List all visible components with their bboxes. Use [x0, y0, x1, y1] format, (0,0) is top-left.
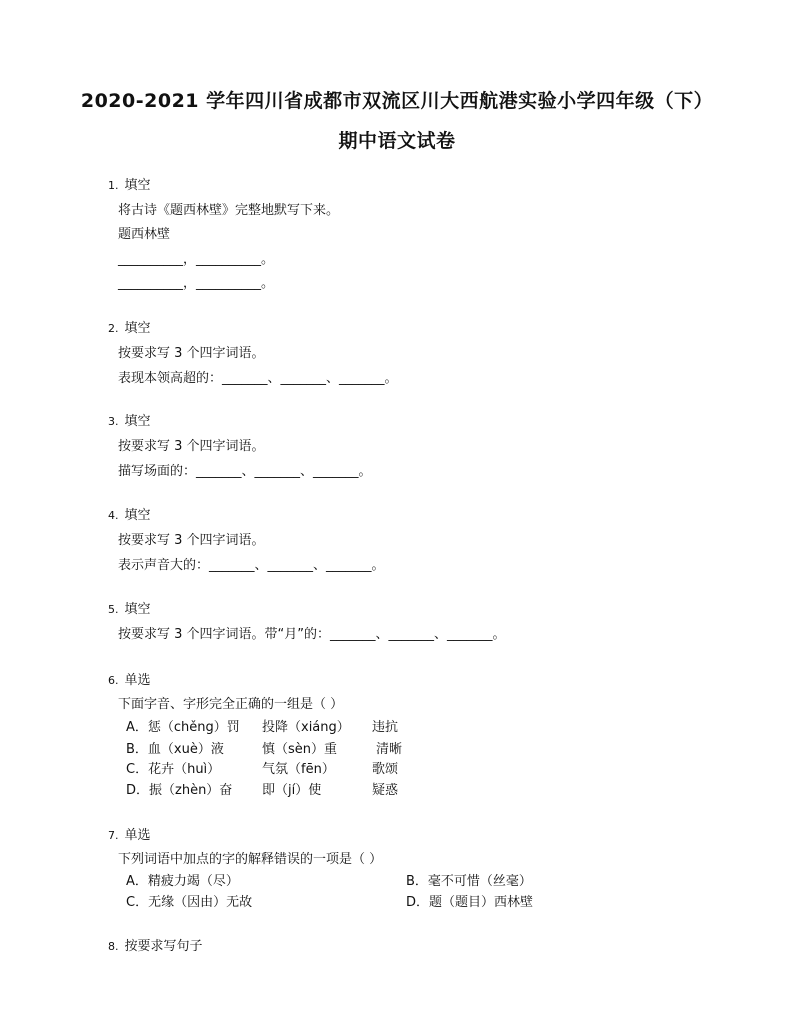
question-number: 8.: [108, 940, 119, 953]
option-b-word-2: 慎（sèn）重: [262, 742, 338, 757]
question-header: [108, 410, 151, 429]
question-header: [108, 935, 203, 954]
question-type: 按要求写句子: [124, 939, 203, 954]
option-c-word-1[interactable]: C．花卉（huì）: [126, 762, 221, 777]
page-title-line-2: 期中语文试卷: [338, 130, 456, 152]
question-text: 按要求写 3 个四字词语。: [118, 533, 265, 548]
option-a-word-3: 违抗: [372, 720, 399, 735]
option-d[interactable]: D．题（题目）西林壁: [406, 895, 534, 910]
question-text: 按要求写 3 个四字词语。: [118, 346, 265, 361]
answer-blank-line[interactable]: 描写场面的：_______、_______、_______。: [118, 464, 372, 479]
question-header: [108, 824, 151, 843]
question-type: 填空: [124, 178, 151, 193]
option-c-word-2: 气氛（fēn）: [262, 762, 335, 777]
question-text: 按要求写 3 个四字词语。: [118, 439, 265, 454]
option-b[interactable]: B．毫不可惜（丝毫）: [406, 874, 532, 889]
question-type: 填空: [124, 602, 151, 617]
option-d-word-1[interactable]: D．振（zhèn）奋: [126, 783, 233, 798]
option-a-word-2: 投降（xiáng）: [262, 720, 350, 735]
answer-blank-line[interactable]: __________，__________。: [118, 252, 275, 267]
question-header: [108, 669, 151, 688]
question-header: [108, 317, 151, 336]
question-text: 将古诗《题西林壁》完整地默写下来。: [118, 203, 340, 218]
option-c[interactable]: C．无缘（因由）无故: [126, 895, 253, 910]
option-d-word-3: 疑惑: [372, 783, 399, 798]
question-type: 单选: [124, 828, 151, 843]
question-header: [108, 174, 151, 193]
option-b-word-1[interactable]: B．血（xuè）液: [126, 742, 224, 757]
question-number: 1.: [108, 179, 119, 192]
answer-blank-line[interactable]: __________，__________。: [118, 276, 275, 291]
option-b-word-3: 清晰: [376, 742, 403, 757]
answer-blank-line[interactable]: 表现本领高超的：_______、_______、_______。: [118, 371, 398, 386]
option-d-word-2: 即（jí）使: [262, 783, 322, 798]
option-a[interactable]: A．精疲力竭（尽）: [126, 874, 239, 889]
question-stem: 下面字音、字形完全正确的一组是（ ）: [118, 697, 344, 712]
question-type: 填空: [124, 508, 151, 523]
question-type: 单选: [124, 673, 151, 688]
question-type: 填空: [124, 414, 151, 429]
question-header: [108, 598, 151, 617]
poem-title: 题西林壁: [118, 227, 171, 242]
question-number: 2.: [108, 322, 119, 335]
page-title-line-1: 2020-2021 学年四川省成都市双流区川大西航港实验小学四年级（下）: [80, 90, 714, 112]
option-a-word-1[interactable]: A．惩（chěng）罚: [126, 720, 240, 735]
option-c-word-3: 歌颂: [372, 762, 399, 777]
answer-blank-line[interactable]: 按要求写 3 个四字词语。带“月”的：_______、_______、_______。: [118, 627, 506, 642]
question-stem: 下列词语中加点的字的解释错误的一项是（ ）: [118, 852, 383, 867]
question-number: 4.: [108, 509, 119, 522]
question-number: 3.: [108, 415, 119, 428]
question-header: [108, 504, 151, 523]
question-type: 填空: [124, 321, 151, 336]
answer-blank-line[interactable]: 表示声音大的：_______、_______、_______。: [118, 558, 385, 573]
question-number: 5.: [108, 603, 119, 616]
question-number: 7.: [108, 829, 119, 842]
question-number: 6.: [108, 674, 119, 687]
